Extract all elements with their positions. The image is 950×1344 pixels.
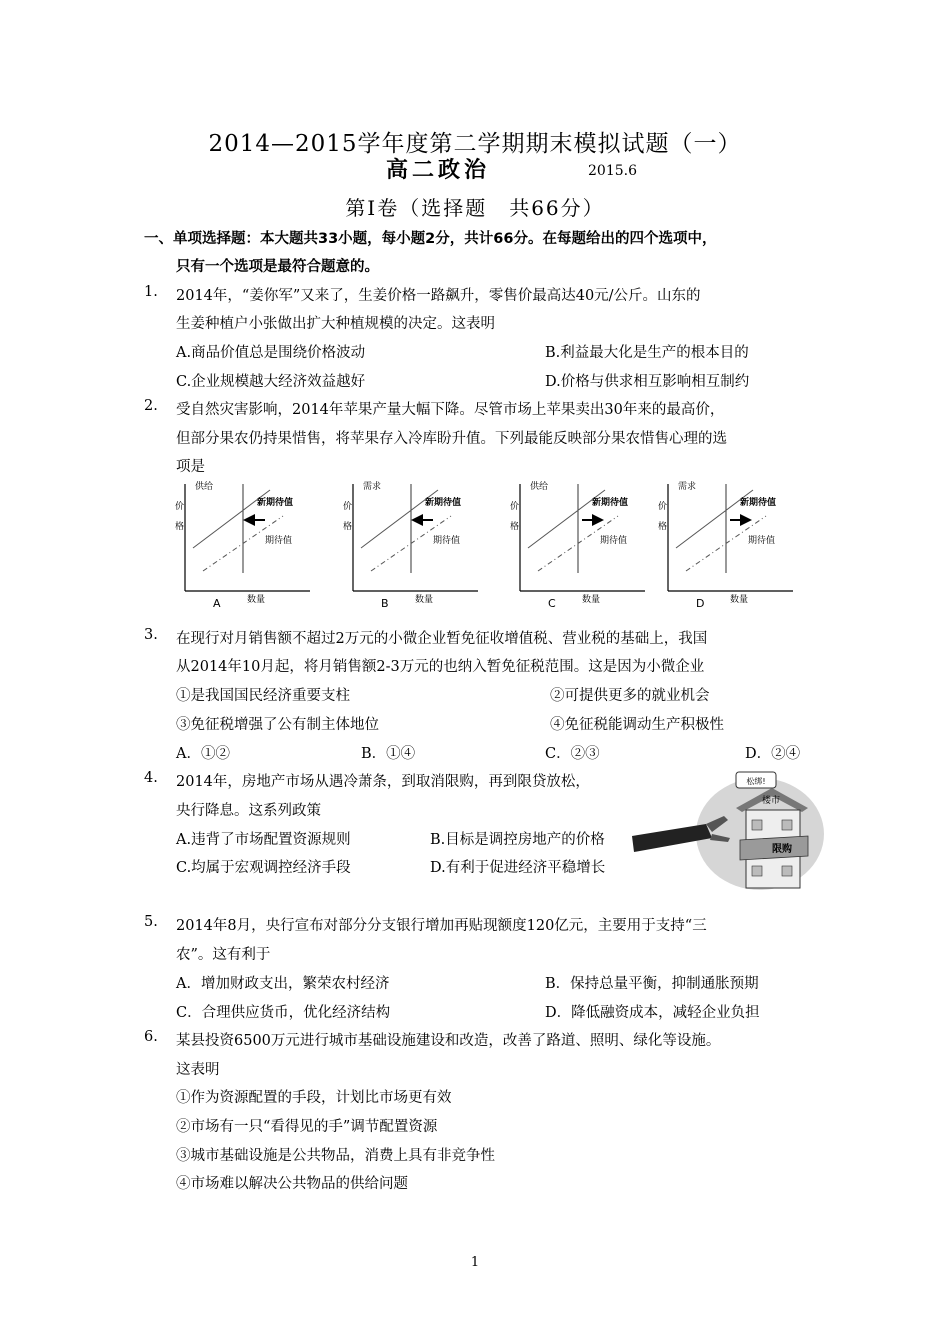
question-text: 央行降息。这系列政策 xyxy=(176,803,321,819)
question-text: 受自然灾害影响，2014年苹果产量大幅下降。尽管市场上苹果卖出30年来的最高价， xyxy=(176,402,725,418)
question-text: 农”。这有利于 xyxy=(176,947,271,963)
graph-letter: A xyxy=(213,597,221,610)
statement-4: ④市场难以解决公共物品的供给问题 xyxy=(176,1176,408,1192)
statement-2: ②市场有一只“看得见的手”调节配置资源 xyxy=(176,1119,438,1135)
graph-letter: B xyxy=(381,597,389,610)
question-text: 但部分果农仍持果惜售，将苹果存入冷库盼升值。下列最能反映部分果农惜售心理的选 xyxy=(176,431,727,447)
question-number: 2. xyxy=(144,398,158,414)
option-d: D．降低融资成本，减轻企业负担 xyxy=(545,1005,760,1021)
new-expectation-label: 新期待值 xyxy=(592,498,629,508)
option-d: D．②④ xyxy=(745,746,801,762)
option-a: A.商品价值总是围绕价格波动 xyxy=(176,345,366,361)
question-text: 2014年8月，央行宣布对部分分支银行增加再贴现额度120亿元，主要用于支持“三 xyxy=(176,918,707,934)
question-number: 6. xyxy=(144,1029,158,1045)
y-axis-label: 价 xyxy=(343,502,353,512)
y-axis-label: 格 xyxy=(175,522,185,532)
statement-3: ③免征税增强了公有制主体地位 xyxy=(176,717,379,733)
statement-3: ③城市基础设施是公共物品，消费上具有非竞争性 xyxy=(176,1148,495,1164)
y-axis-label: 格 xyxy=(343,522,353,532)
curve-label: 需求 xyxy=(363,482,382,492)
x-axis-label: 数量 xyxy=(730,595,749,605)
option-b: B.利益最大化是生产的根本目的 xyxy=(545,345,749,361)
new-expectation-label: 新期待值 xyxy=(740,498,777,508)
curve-label: 供给 xyxy=(530,482,549,492)
question-number: 5. xyxy=(144,914,158,930)
expectation-label: 期待值 xyxy=(600,536,628,546)
new-expectation-label: 新期待值 xyxy=(425,498,462,508)
option-a: A.违背了市场配置资源规则 xyxy=(176,832,351,848)
y-axis-label: 格 xyxy=(510,522,520,532)
statement-4: ④免征税能调动生产积极性 xyxy=(550,717,724,733)
option-d: D.有利于促进经济平稳增长 xyxy=(430,860,606,876)
question-number: 4. xyxy=(144,770,158,786)
page-number: 1 xyxy=(470,1255,480,1270)
house-label: 楼市 xyxy=(762,796,781,806)
x-axis-label: 数量 xyxy=(582,595,601,605)
question-text: 在现行对月销售额不超过2万元的小微企业暂免征收增值税、营业税的基础上，我国 xyxy=(176,631,708,647)
question-number: 1. xyxy=(144,284,158,300)
graph-letter: C xyxy=(548,597,556,610)
exam-date: 2015.6 xyxy=(588,163,637,179)
supply-demand-graphs xyxy=(165,476,805,616)
question-text: 某县投资6500万元进行城市基础设施建设和改造，改善了路道、照明、绿化等设施。 xyxy=(176,1033,721,1049)
x-axis-label: 数量 xyxy=(247,595,266,605)
section-instruction-line1: 一、单项选择题：本大题共33小题，每小题2分，共计66分。在每题给出的四个选项中， xyxy=(144,231,717,247)
question-text: 这表明 xyxy=(176,1062,220,1078)
question-text: 2014年，“姜你军”又来了，生姜价格一路飙升，零售价最高达40元/公斤。山东的 xyxy=(176,288,701,304)
expectation-label: 期待值 xyxy=(265,536,293,546)
x-axis-label: 数量 xyxy=(415,595,434,605)
option-c: C.企业规模越大经济效益越好 xyxy=(176,374,366,390)
statement-2: ②可提供更多的就业机会 xyxy=(550,688,710,704)
part-heading: 第Ⅰ卷（选择题 共66分） xyxy=(345,196,605,220)
new-expectation-label: 新期待值 xyxy=(257,498,294,508)
option-b: B.目标是调控房地产的价格 xyxy=(430,832,605,848)
question-text: 项是 xyxy=(176,459,205,475)
y-axis-label: 格 xyxy=(658,522,668,532)
y-axis-label: 价 xyxy=(510,502,520,512)
question-text: 生姜种植户小张做出扩大种植规模的决定。这表明 xyxy=(176,316,495,332)
option-a: A．①② xyxy=(176,746,230,762)
cartoon-sign-text: 松绑! xyxy=(746,777,766,786)
option-a: A．增加财政支出，繁荣农村经济 xyxy=(176,976,390,992)
expectation-label: 期待值 xyxy=(748,536,776,546)
option-c: C.均属于宏观调控经济手段 xyxy=(176,860,351,876)
option-d: D.价格与供求相互影响相互制约 xyxy=(545,374,750,390)
housing-policy-cartoon xyxy=(632,768,832,900)
curve-label: 供给 xyxy=(195,482,214,492)
y-axis-label: 价 xyxy=(658,502,668,512)
option-b: B．①④ xyxy=(361,746,416,762)
rope-label: 限购 xyxy=(772,844,792,855)
exam-title: 2014—2015学年度第二学期期末模拟试题（一） xyxy=(208,131,742,157)
section-instruction-line2: 只有一个选项是最符合题意的。 xyxy=(176,259,379,275)
question-number: 3. xyxy=(144,627,158,643)
y-axis-label: 价 xyxy=(175,502,185,512)
statement-1: ①作为资源配置的手段，计划比市场更有效 xyxy=(176,1090,452,1106)
option-b: B．保持总量平衡，抑制通胀预期 xyxy=(545,976,759,992)
curve-label: 需求 xyxy=(678,482,697,492)
option-c: C．②③ xyxy=(545,746,600,762)
graph-letter: D xyxy=(696,597,705,610)
expectation-label: 期待值 xyxy=(433,536,461,546)
question-text: 2014年，房地产市场从遇冷萧条，到取消限购，再到限贷放松， xyxy=(176,774,590,790)
statement-1: ①是我国国民经济重要支柱 xyxy=(176,688,350,704)
subject-title: 高二政治 xyxy=(386,158,491,183)
option-c: C．合理供应货币，优化经济结构 xyxy=(176,1005,391,1021)
question-text: 从2014年10月起，将月销售额2-3万元的也纳入暂免征税范围。这是因为小微企业 xyxy=(176,659,705,675)
